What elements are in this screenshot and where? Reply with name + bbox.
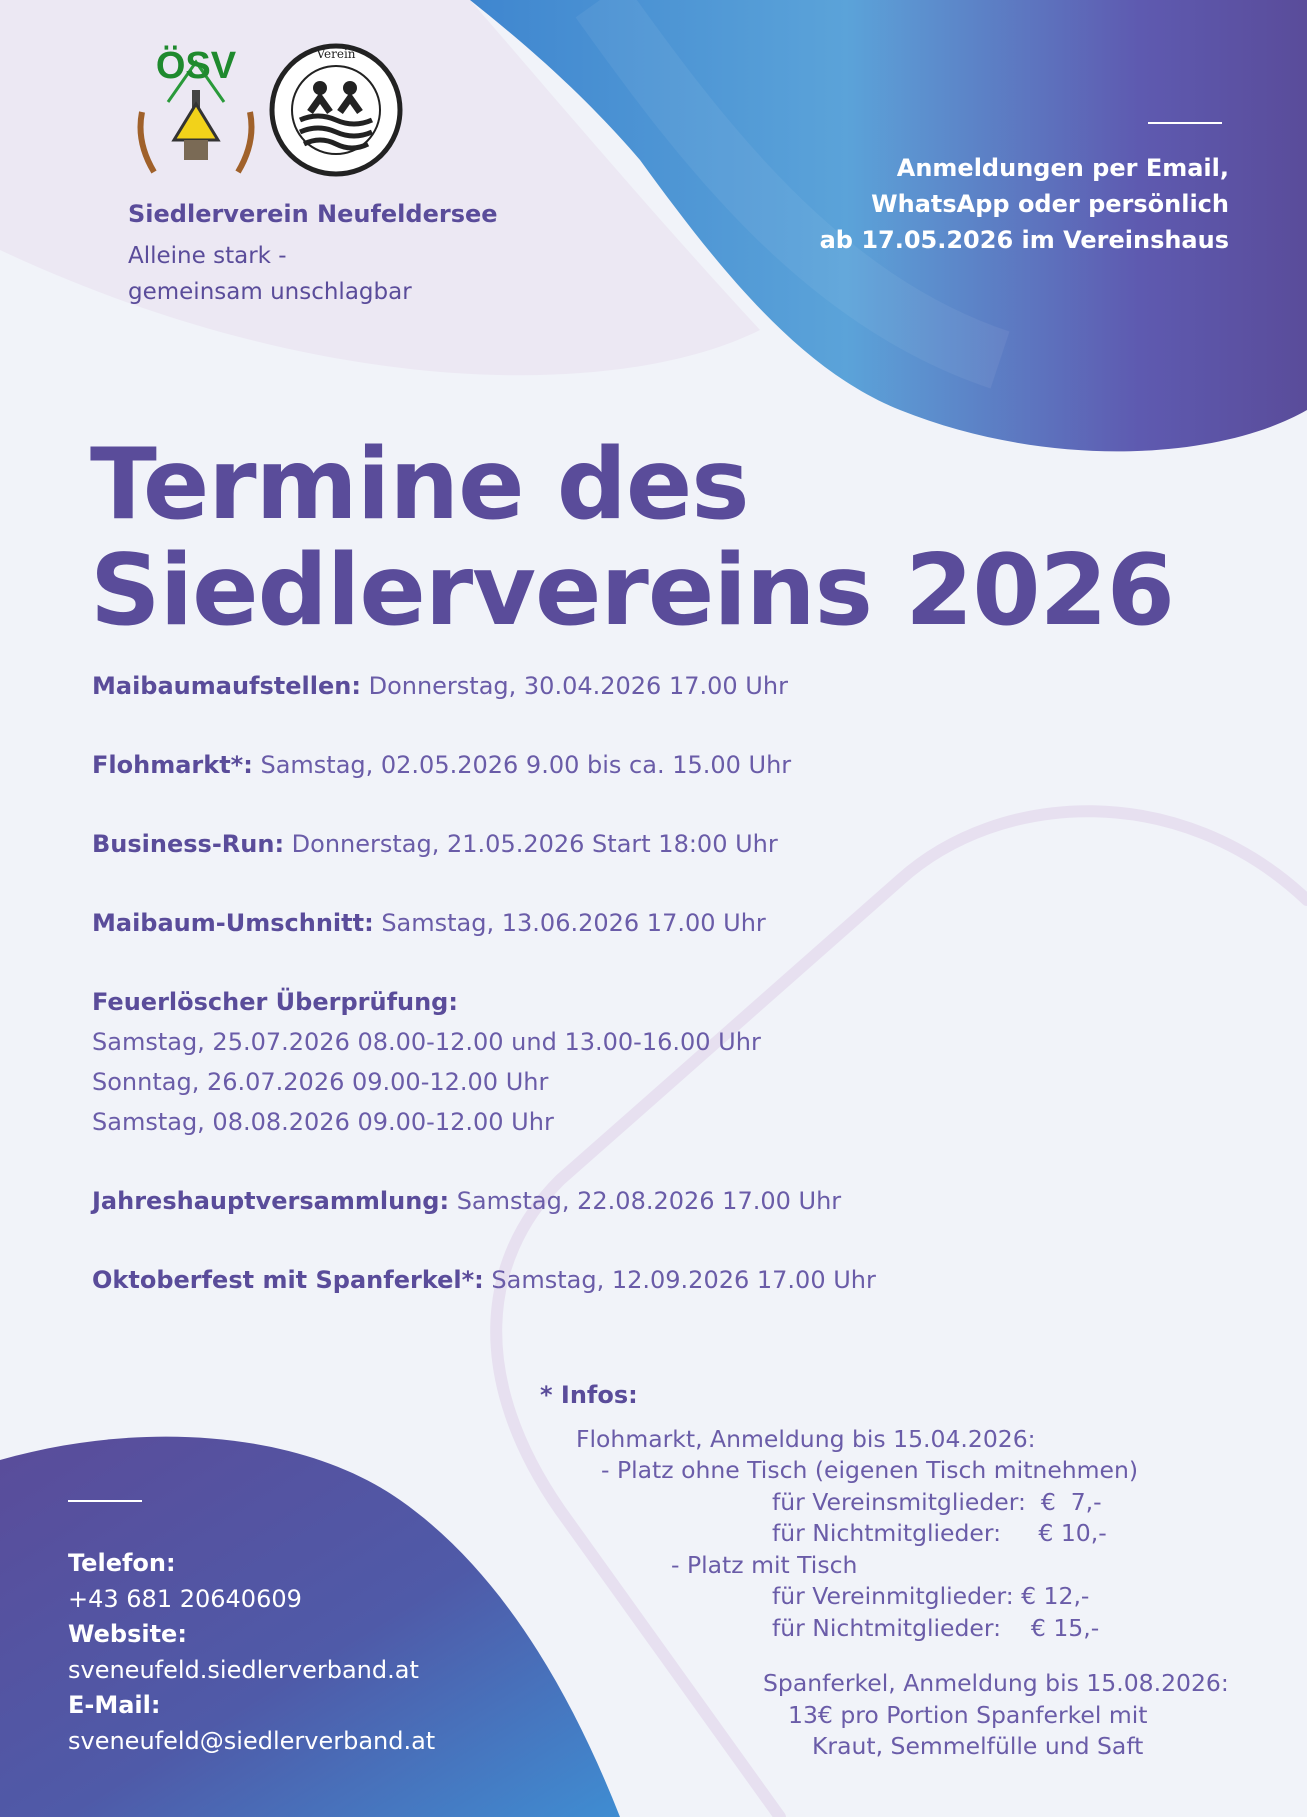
email-link[interactable]: sveneufeld@siedlerverband.at bbox=[68, 1726, 436, 1755]
event-date: Donnerstag, 21.05.2026 Start 18:00 Uhr bbox=[284, 830, 778, 858]
phone-number[interactable]: +43 681 20640609 bbox=[68, 1584, 302, 1613]
event-flohmarkt bbox=[92, 745, 992, 785]
contact-info bbox=[68, 1546, 435, 1759]
phone-label: Telefon: bbox=[68, 1549, 176, 1577]
ohne-tisch-price-members: für Vereinsmitglieder: € 7,- bbox=[772, 1487, 1102, 1516]
event-date-line: Samstag, 25.07.2026 08.00-12.00 und 13.00-16.00 Uhr bbox=[92, 1028, 761, 1056]
spanferkel-info-line-1: 13€ pro Portion Spanferkel mit bbox=[788, 1700, 1148, 1729]
email-label: E-Mail: bbox=[68, 1691, 161, 1719]
event-label: Flohmarkt*: bbox=[92, 751, 253, 779]
mit-tisch-price-nonmembers: für Nichtmitglieder: € 15,- bbox=[772, 1613, 1100, 1642]
event-list bbox=[92, 666, 992, 1300]
mit-tisch-price-members: für Vereinmitglieder: € 12,- bbox=[772, 1582, 1090, 1610]
registration-line-2: WhatsApp oder persönlich bbox=[871, 190, 1229, 218]
spanferkel-info-line-2: Kraut, Semmelfülle und Saft bbox=[812, 1732, 1144, 1760]
ohne-tisch-option: - Platz ohne Tisch (eigenen Tisch mitnehmen) bbox=[601, 1456, 1139, 1484]
vereins-logo bbox=[272, 46, 400, 174]
tagline-line-2: gemeinsam unschlagbar bbox=[128, 279, 412, 305]
spanferkel-info-title: Spanferkel, Anmeldung bis 15.08.2026: bbox=[763, 1669, 1229, 1697]
event-label: Oktoberfest mit Spanferkel*: bbox=[92, 1266, 484, 1294]
event-label: Business-Run: bbox=[92, 830, 285, 858]
event-date: Samstag, 02.05.2026 9.00 bis ca. 15.00 Uhr bbox=[252, 751, 792, 779]
event-feuerloescher bbox=[92, 982, 992, 1022]
svg-text:Verein: Verein bbox=[316, 47, 356, 61]
infos-heading: * Infos: bbox=[540, 1381, 638, 1409]
mit-tisch-option: - Platz mit Tisch bbox=[671, 1550, 858, 1579]
tagline-line-1: Alleine stark - bbox=[128, 243, 287, 269]
logos bbox=[128, 42, 408, 182]
contact-divider bbox=[68, 1500, 142, 1502]
event-label: Feuerlöscher Überprüfung: bbox=[92, 988, 458, 1016]
event-maibaum-umschnitt bbox=[92, 903, 992, 943]
oesv-logo bbox=[141, 44, 252, 172]
registration-info bbox=[669, 150, 1229, 258]
registration-divider bbox=[1148, 122, 1222, 124]
event-maibaumaufstellen bbox=[92, 666, 992, 706]
event-label: Jahreshauptversammlung: bbox=[92, 1187, 450, 1215]
event-oktoberfest bbox=[92, 1260, 992, 1300]
event-date: Samstag, 12.09.2026 17.00 Uhr bbox=[483, 1266, 876, 1294]
website-label: Website: bbox=[68, 1620, 187, 1648]
event-label: Maibaumaufstellen: bbox=[92, 672, 361, 700]
ohne-tisch-price-nonmembers: für Nichtmitglieder: € 10,- bbox=[772, 1519, 1107, 1547]
event-date: Samstag, 13.06.2026 17.00 Uhr bbox=[373, 909, 766, 937]
event-label: Maibaum-Umschnitt: bbox=[92, 909, 374, 937]
website-link[interactable]: sveneufeld.siedlerverband.at bbox=[68, 1655, 419, 1684]
event-date: Samstag, 22.08.2026 17.00 Uhr bbox=[449, 1187, 842, 1215]
registration-line-3: ab 17.05.2026 im Vereinshaus bbox=[819, 226, 1229, 254]
title-line-1: Termine des bbox=[90, 428, 749, 542]
org-tagline bbox=[128, 238, 412, 310]
org-name: Siedlerverein Neufeldersee bbox=[128, 200, 498, 228]
event-jahreshauptversammlung bbox=[92, 1181, 992, 1221]
event-date-line: Sonntag, 26.07.2026 09.00-12.00 Uhr bbox=[92, 1068, 549, 1096]
title-line-2: Siedlervereins 2026 bbox=[90, 534, 1174, 648]
registration-line-1: Anmeldungen per Email, bbox=[896, 154, 1229, 182]
oesv-text: ÖSV bbox=[155, 45, 237, 87]
infos-section bbox=[540, 1380, 1229, 1763]
event-date-line: Samstag, 08.08.2026 09.00-12.00 Uhr bbox=[92, 1108, 554, 1136]
event-date: Donnerstag, 30.04.2026 17.00 Uhr bbox=[360, 672, 788, 700]
event-business-run bbox=[92, 824, 992, 864]
page-title bbox=[90, 428, 1174, 648]
flohmarkt-info-title: Flohmarkt, Anmeldung bis 15.04.2026: bbox=[576, 1424, 1036, 1453]
